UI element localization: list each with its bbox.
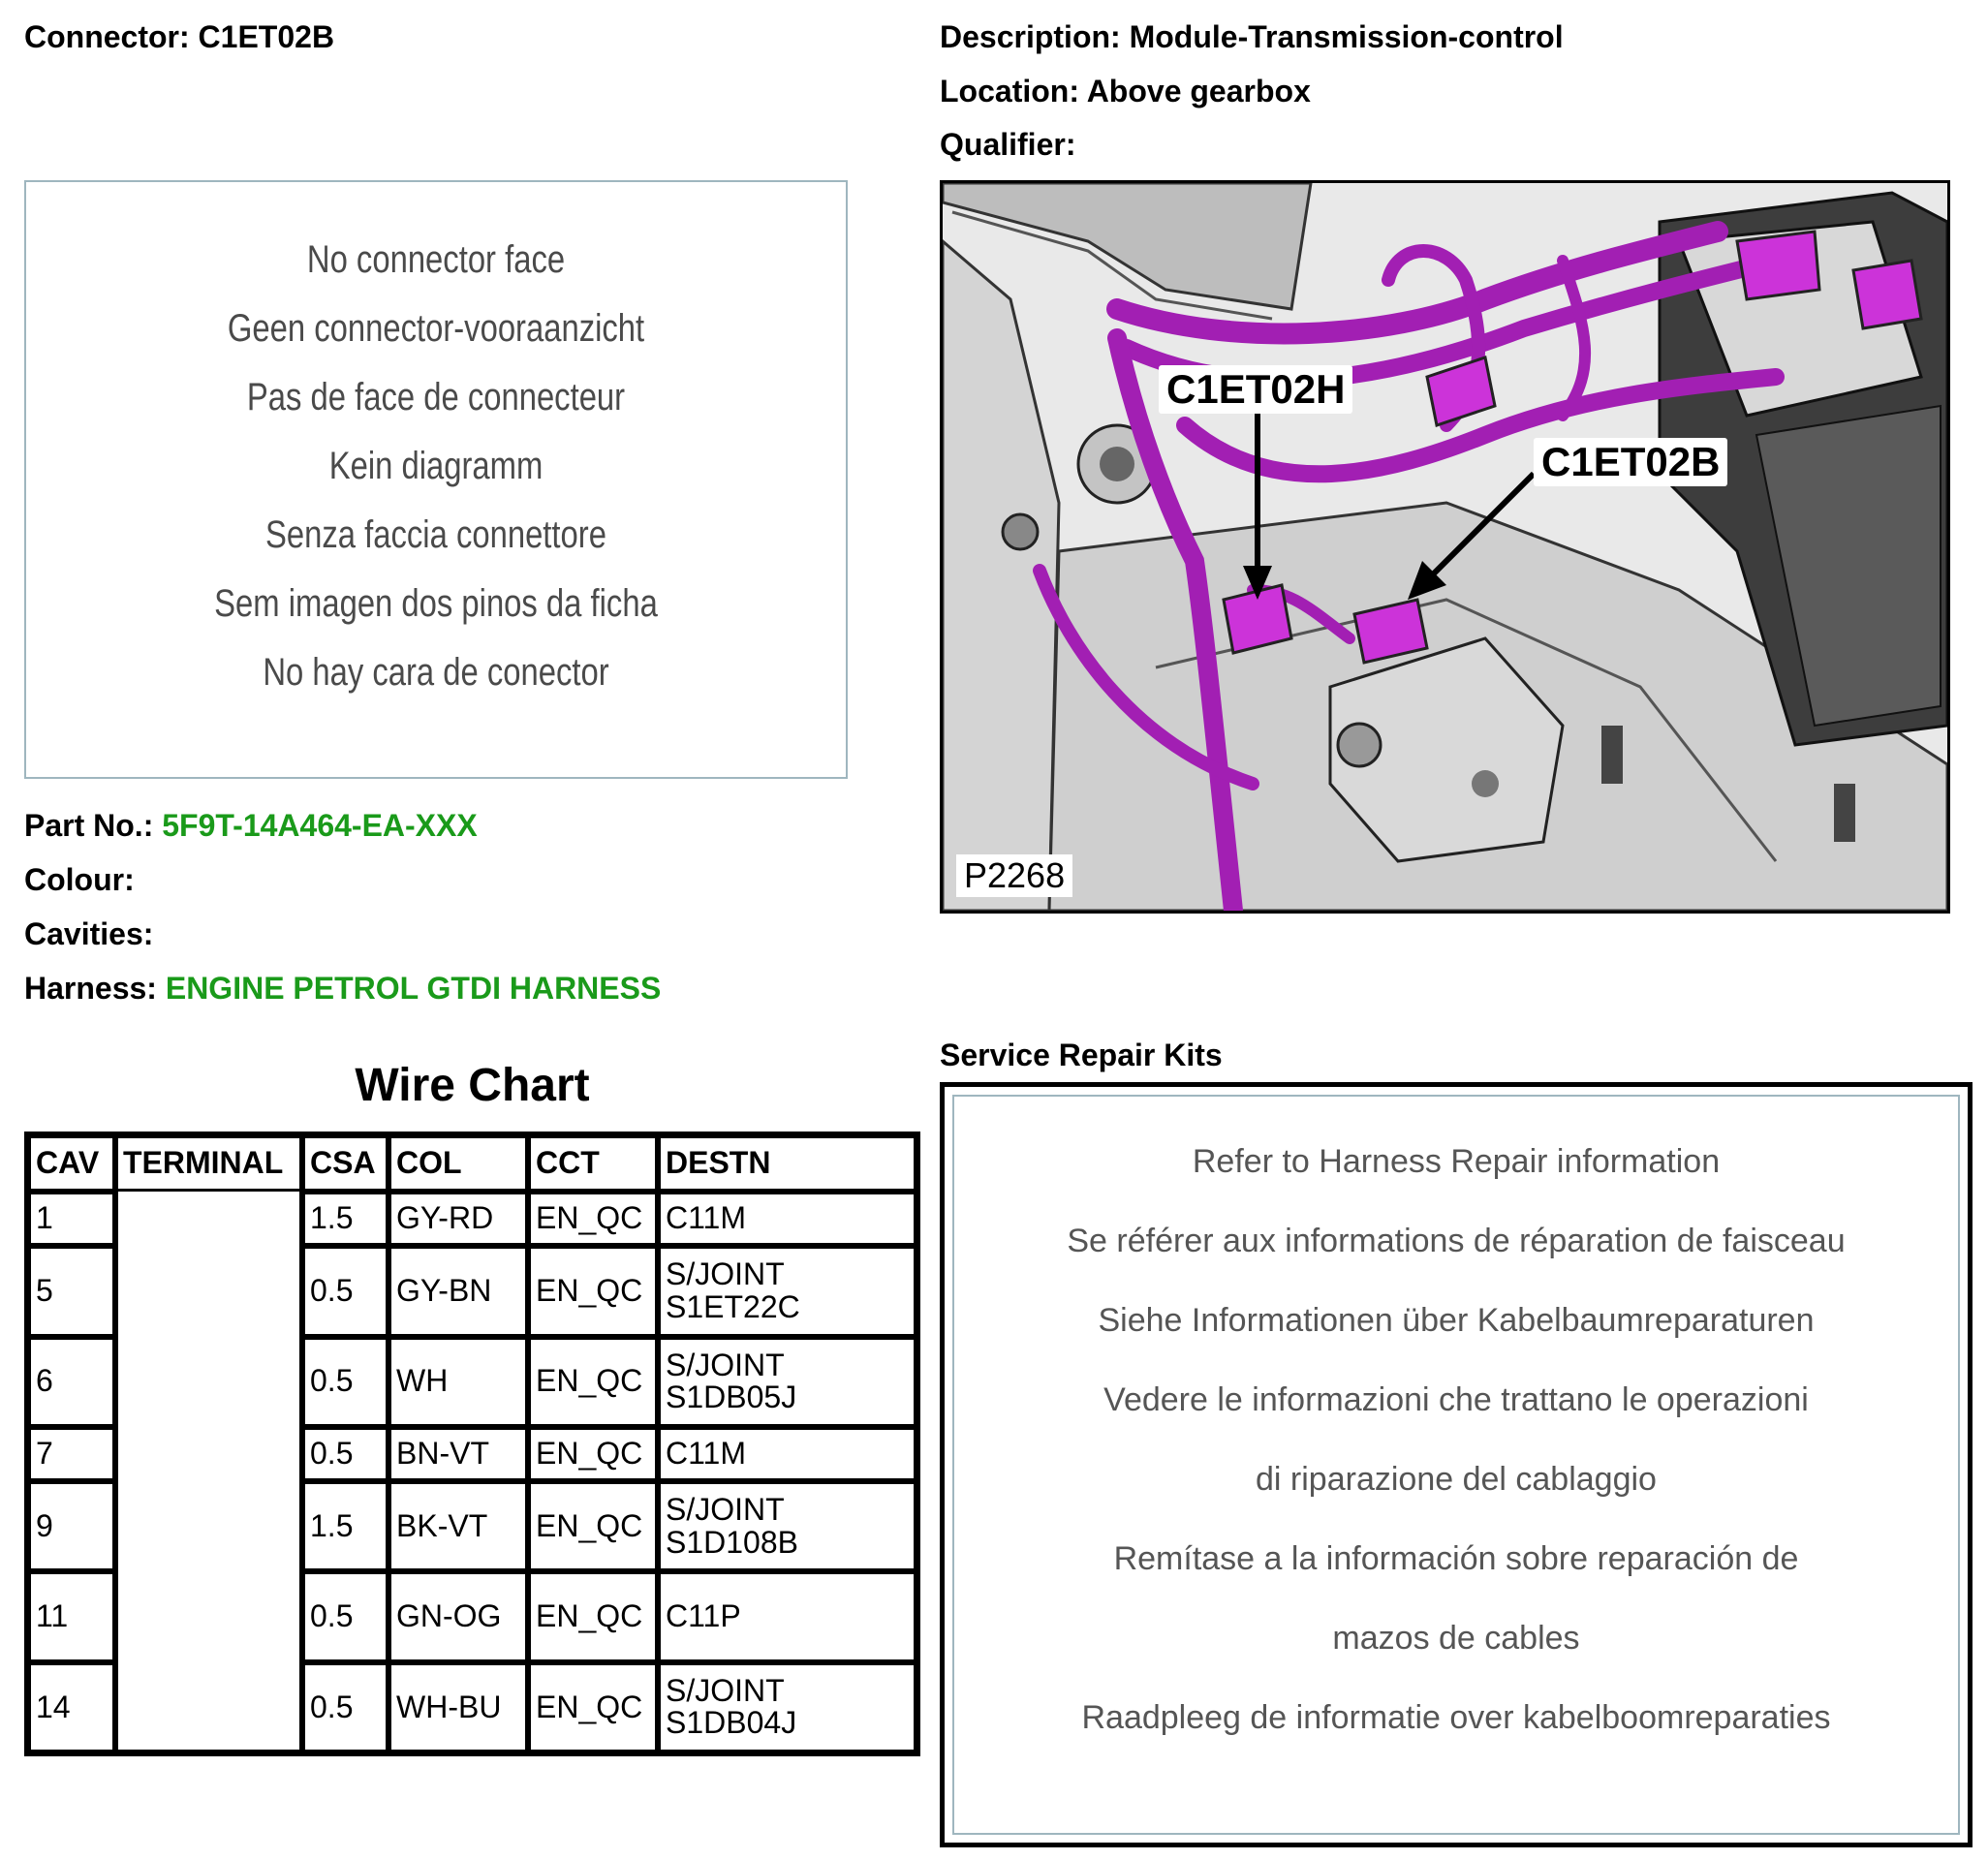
header-terminal: TERMINAL	[115, 1135, 302, 1192]
connector-location-image	[940, 180, 1950, 914]
harness-value[interactable]: ENGINE PETROL GTDI HARNESS	[165, 971, 662, 1006]
service-repair-line: Vedere le informazioni che trattano le operazioni	[1103, 1381, 1809, 1418]
cavities-field	[24, 918, 153, 949]
service-repair-line: mazos de cables	[1332, 1620, 1580, 1657]
service-repair-line: Refer to Harness Repair information	[1192, 1143, 1721, 1180]
cell-cct: EN_QC	[528, 1246, 658, 1336]
service-repair-line: Remítase a la información sobre reparación de	[1113, 1540, 1799, 1577]
callout-c1et02b: C1ET02B	[1534, 438, 1727, 486]
connector-value: C1ET02B	[198, 19, 335, 54]
cell-col: BN-VT	[388, 1427, 528, 1481]
picture-id-label: P2268	[956, 854, 1072, 897]
service-repair-line: Raadpleeg de informatie over kabelboomreparaties	[1081, 1699, 1831, 1736]
cell-cav: 14	[28, 1662, 115, 1752]
cell-terminal	[115, 1192, 302, 1752]
cell-col: WH-BU	[388, 1662, 528, 1752]
wire-chart-title: Wire Chart	[355, 1060, 590, 1111]
cell-col: GY-BN	[388, 1246, 528, 1336]
cell-csa: 0.5	[302, 1662, 388, 1752]
no-connector-face-line: Senza faccia connettore	[265, 513, 606, 556]
cell-csa: 0.5	[302, 1571, 388, 1661]
cell-destn: C11M	[658, 1427, 916, 1481]
cell-col: GY-RD	[388, 1192, 528, 1246]
no-connector-face-line: Kein diagramm	[328, 445, 544, 487]
service-repair-line: Siehe Informationen über Kabelbaumreparaturen	[1098, 1302, 1815, 1339]
cell-destn: S/JOINT S1DB04J	[658, 1662, 916, 1752]
part-no-label: Part No.:	[24, 808, 154, 843]
header-destn: DESTN	[658, 1135, 916, 1192]
callout-c1et02h: C1ET02H	[1159, 365, 1352, 414]
part-no-field	[24, 810, 478, 841]
cell-csa: 0.5	[302, 1246, 388, 1336]
connector-field	[24, 21, 334, 52]
description-field	[940, 21, 1564, 52]
table-row	[28, 1192, 916, 1246]
no-connector-face-line: Pas de face de connecteur	[246, 376, 626, 418]
header-csa: CSA	[302, 1135, 388, 1192]
part-no-value[interactable]: 5F9T-14A464-EA-XXX	[162, 808, 478, 843]
header-col: COL	[388, 1135, 528, 1192]
cell-cct: EN_QC	[528, 1337, 658, 1427]
location-field	[940, 76, 1311, 107]
no-connector-face-line: Geen connector-vooraanzicht	[227, 307, 645, 350]
table-header-row	[28, 1135, 916, 1192]
cell-destn: S/JOINT S1D108B	[658, 1481, 916, 1571]
no-connector-face-line: No connector face	[306, 238, 566, 281]
service-repair-line: Se référer aux informations de réparation de faisceau	[1067, 1223, 1846, 1259]
description-label: Description:	[940, 19, 1121, 54]
header-cct: CCT	[528, 1135, 658, 1192]
qualifier-field	[940, 129, 1075, 160]
cell-col: WH	[388, 1337, 528, 1427]
header-cav: CAV	[28, 1135, 115, 1192]
qualifier-label: Qualifier:	[940, 127, 1076, 162]
service-repair-kits-title: Service Repair Kits	[940, 1038, 1223, 1072]
no-connector-face-line: Sem imagen dos pinos da ficha	[214, 582, 658, 625]
cell-destn: C11M	[658, 1192, 916, 1246]
location-value: Above gearbox	[1086, 74, 1311, 108]
wire-chart-table	[24, 1132, 920, 1756]
cell-csa: 1.5	[302, 1192, 388, 1246]
service-repair-line: di riparazione del cablaggio	[1256, 1461, 1657, 1498]
connector-label: Connector:	[24, 19, 190, 54]
colour-label: Colour:	[24, 862, 135, 897]
engine-bay-illustration	[943, 183, 1947, 911]
cell-csa: 1.5	[302, 1481, 388, 1571]
colour-field	[24, 864, 135, 895]
cell-cav: 7	[28, 1427, 115, 1481]
cell-destn: S/JOINT S1ET22C	[658, 1246, 916, 1336]
cell-cct: EN_QC	[528, 1192, 658, 1246]
cell-col: BK-VT	[388, 1481, 528, 1571]
cell-col: GN-OG	[388, 1571, 528, 1661]
cavities-label: Cavities:	[24, 916, 154, 951]
service-repair-kits-inner	[952, 1095, 1960, 1835]
cell-cav: 6	[28, 1337, 115, 1427]
harness-label: Harness:	[24, 971, 157, 1006]
cell-cct: EN_QC	[528, 1662, 658, 1752]
cell-cav: 9	[28, 1481, 115, 1571]
cell-cct: EN_QC	[528, 1481, 658, 1571]
cell-cav: 1	[28, 1192, 115, 1246]
description-value: Module-Transmission-control	[1129, 19, 1564, 54]
cell-csa: 0.5	[302, 1427, 388, 1481]
service-repair-kits-panel	[940, 1082, 1972, 1847]
cell-csa: 0.5	[302, 1337, 388, 1427]
cell-destn: S/JOINT S1DB05J	[658, 1337, 916, 1427]
harness-field	[24, 973, 661, 1004]
cell-destn: C11P	[658, 1571, 916, 1661]
cell-cct: EN_QC	[528, 1571, 658, 1661]
cell-cct: EN_QC	[528, 1427, 658, 1481]
cell-cav: 5	[28, 1246, 115, 1336]
no-connector-face-panel	[24, 180, 848, 779]
no-connector-face-line: No hay cara de conector	[263, 651, 609, 694]
cell-cav: 11	[28, 1571, 115, 1661]
location-label: Location:	[940, 74, 1079, 108]
